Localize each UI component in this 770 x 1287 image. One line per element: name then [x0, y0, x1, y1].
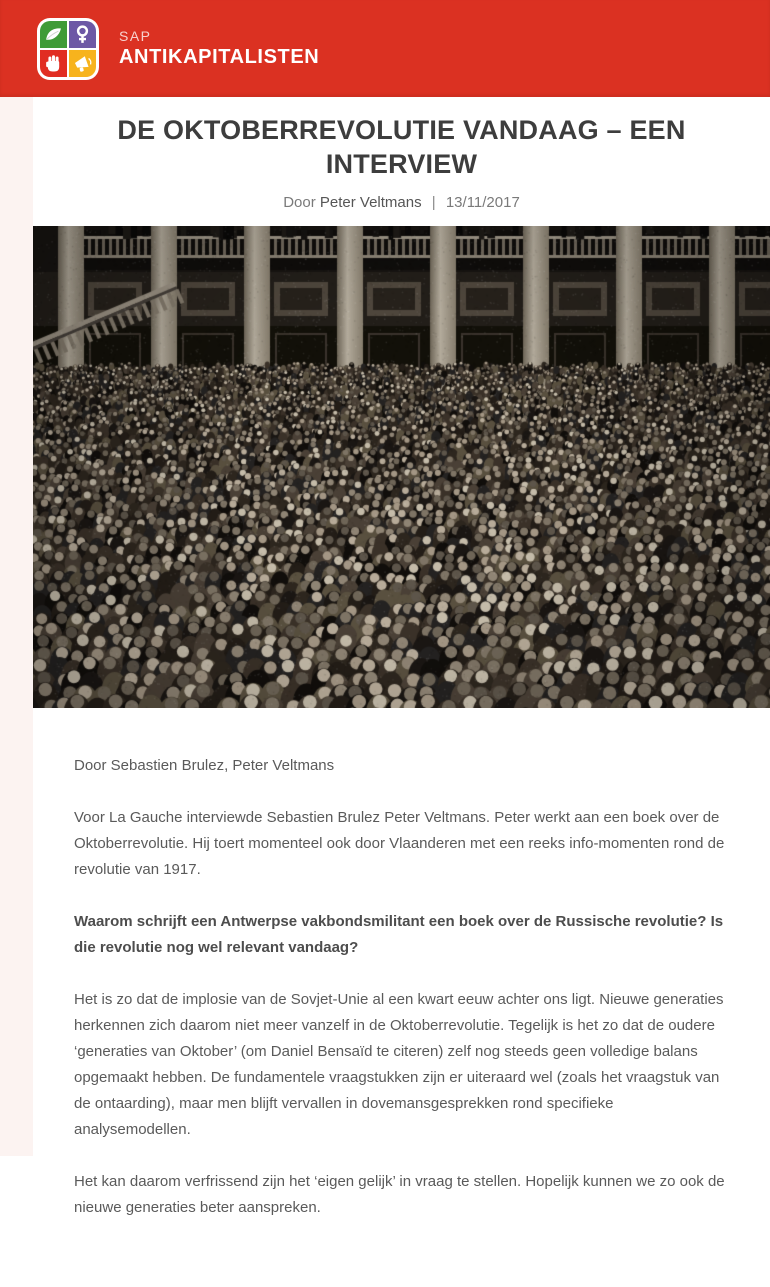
- page-title: DE OKTOBERREVOLUTIE VANDAAG – EEN INTERVIEW: [117, 115, 686, 179]
- byline: [53, 194, 750, 211]
- paragraph-answer-2: Het kan daarom verfrissend zijn het ‘eigen gelijk’ in vraag te stellen. Hopelijk kunnen we zo ook de nieuwe generaties beter aanspreken.: [74, 1173, 725, 1216]
- byline-date: 13/11/2017: [445, 194, 520, 211]
- title-block: [33, 97, 770, 211]
- paragraph-authors: Door Sebastien Brulez, Peter Veltmans: [74, 757, 335, 774]
- paragraph-intro: Voor La Gauche interviewde Sebastien Brulez Peter Veltmans. Peter werkt aan een boek over de Oktoberrevolutie. Hij toert momenteel ook door Vlaanderen met een reeks info-momenten rond de revolutie van 1917.: [74, 809, 725, 878]
- leaf-icon: [40, 21, 67, 48]
- site-name-top: SAP: [119, 28, 152, 45]
- site-name-bottom: ANTIKAPITALISTEN: [119, 45, 320, 68]
- site-header: [0, 0, 770, 97]
- site-name[interactable]: [119, 28, 319, 69]
- article-photo: [33, 226, 770, 708]
- byline-author[interactable]: Peter Veltmans: [319, 194, 422, 211]
- article-container: [33, 97, 770, 1287]
- byline-prefix: Door: [283, 194, 316, 211]
- venus-icon: [69, 21, 96, 48]
- megaphone-icon: [69, 50, 96, 77]
- fist-icon: [40, 50, 67, 77]
- paragraph-answer-1: Het is zo dat de implosie van de Sovjet-Unie al een kwart eeuw achter ons ligt. Nieuwe generaties herkennen zich daarom niet meer vanzelf in de Oktoberrevolutie. Tegelijk is het zo dat de oudere ‘generaties van Oktober’ (om Daniel Bensaïd te citeren) zelf nog steeds geen volledige balans opgemaakt hebben. De fundamentele vraagstukken zijn er uiteraard wel (zoals het vraagstuk van de ontaarding), maar men blijft vervallen in dovemansgesprekken rond specifieke analysemodellen.: [74, 991, 724, 1138]
- paragraph-question: Waarom schrijft een Antwerpse vakbondsmilitant een boek over de Russische revolutie? Is die revolutie nog wel relevant vandaag?: [74, 913, 724, 956]
- site-logo[interactable]: [37, 18, 99, 80]
- article-body: [33, 708, 770, 1287]
- byline-separator: |: [431, 194, 436, 211]
